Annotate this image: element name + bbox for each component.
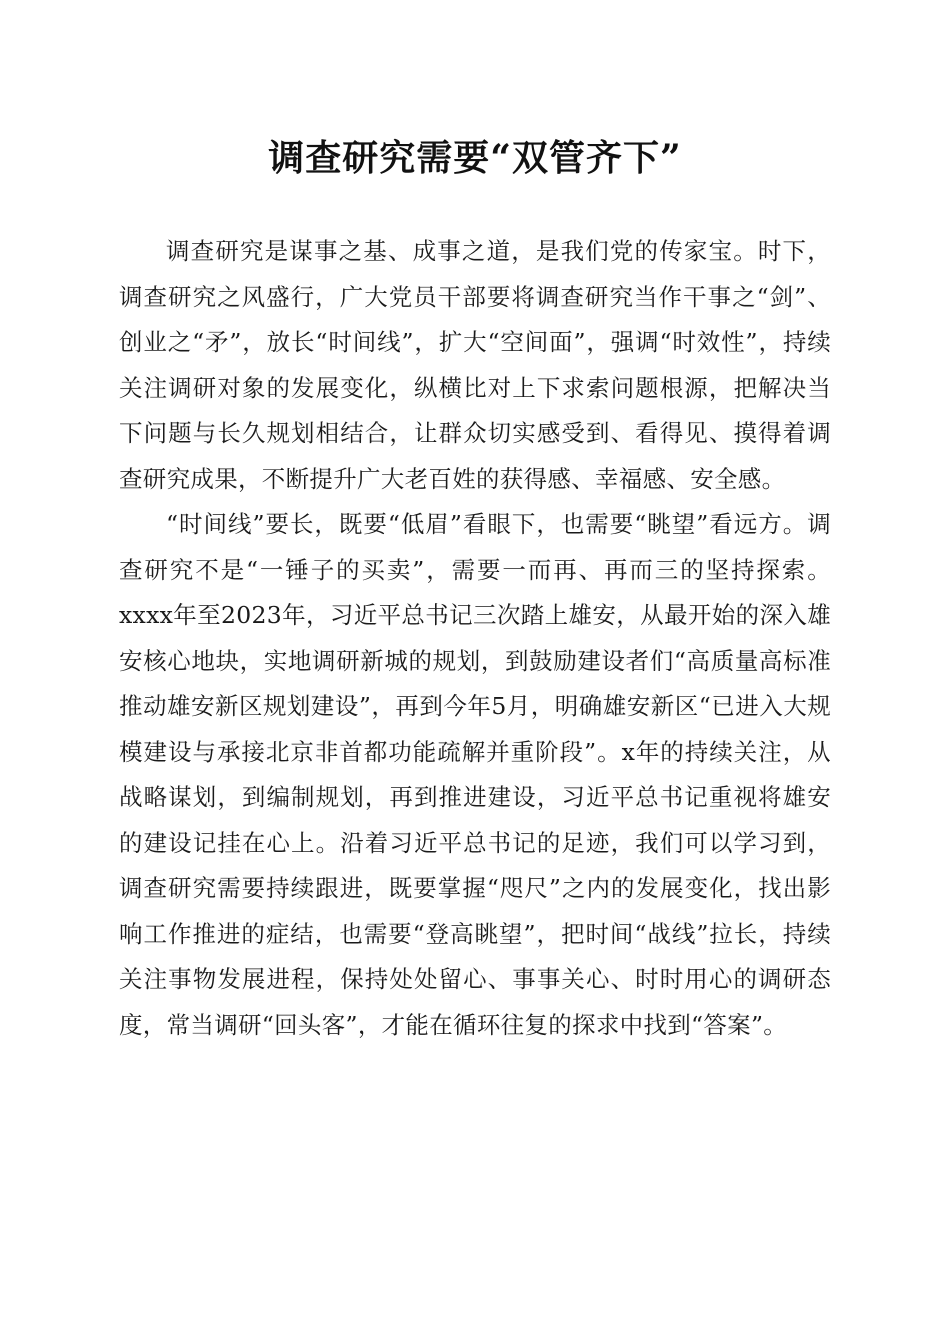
paragraph-2: “时间线”要长，既要“低眉”看眼下，也需要“眺望”看远方。调查研究不是“一锤子的买卖”，需要一而再、再而三的坚持探索。xxxx年至2023年，习近平总书记三次踏上雄安，从最开始的深入雄安核心地块，实地调研新城的规划，到鼓励建设者们“高质量高标准推动雄安新区规划建设”，再到今年5月，明确雄安新区“已进入大规模建设与承接北京非首都功能疏解并重阶段”。x年的持续关注，从战略谋划，到编制规划，再到推进建设，习近平总书记重视将雄安的建设记挂在心上。沿着习近平总书记的足迹，我们可以学习到，调查研究需要持续跟进，既要掌握“咫尺”之内的发展变化，找出影响工作推进的症结，也需要“登高眺望”，把时间“战线”拉长，持续关注事物发展进程，保持处处留心、事事关心、时时用心的调研态度，常当调研“回头客”，才能在循环往复的探求中找到“答案”。 [119, 510, 831, 1039]
document-body [119, 229, 831, 1048]
document-title: 调查研究需要“双管齐下” [268, 137, 682, 179]
paragraph-1: 调查研究是谋事之基、成事之道，是我们党的传家宝。时下，调查研究之风盛行，广大党员干部要将调查研究当作干事之“剑”、创业之“矛”，放长“时间线”，扩大“空间面”，强调“时效性”，持续关注调研对象的发展变化，纵横比对上下求索问题根源，把解决当下问题与长久规划相结合，让群众切实感受到、看得见、摸得着调查研究成果，不断提升广大老百姓的获得感、幸福感、安全感。 [119, 237, 831, 493]
